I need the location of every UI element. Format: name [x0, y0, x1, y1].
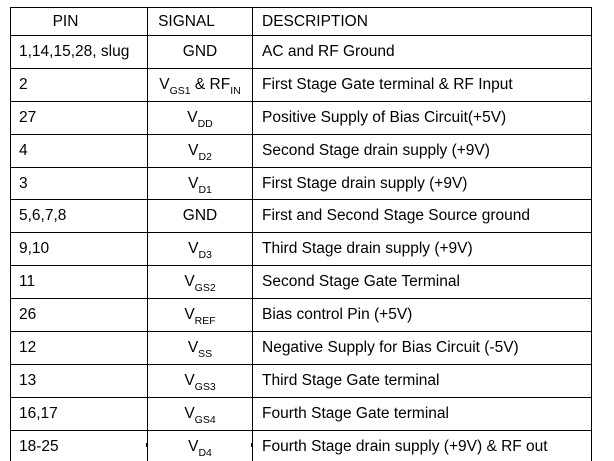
table-row [11, 430, 592, 461]
pin-cell: 1,14,15,28, slug [11, 36, 148, 69]
signal-cell: $V_{D1}$ [148, 167, 253, 200]
table-row [11, 134, 592, 167]
description-cell: AC and RF Ground [253, 36, 592, 69]
signal-cell: $V_{SS}$ [148, 332, 253, 365]
signal-subscript: REF [194, 315, 216, 328]
description-cell: Second Stage Gate Terminal [253, 266, 592, 299]
pin-cell: 16,17 [11, 397, 148, 430]
signal-cell: $V_{GS4}$ [148, 397, 253, 430]
table-row [11, 299, 592, 332]
signal-subscript: D3 [198, 249, 212, 262]
table-body [11, 36, 592, 461]
description-cell: First and Second Stage Source ground [253, 200, 592, 233]
description-cell: Third Stage Gate terminal [253, 364, 592, 397]
column-header-signal: SIGNAL [148, 8, 253, 36]
pin-cell: 13 [11, 364, 148, 397]
header-row [11, 8, 592, 36]
table-row [11, 332, 592, 365]
signal-cell: $V_{D4}$ [148, 430, 253, 461]
table-row [11, 68, 592, 101]
table-header [11, 8, 592, 36]
pin-cell: 27 [11, 101, 148, 134]
signal-subscript: GS3 [194, 380, 216, 393]
description-cell: First Stage drain supply (+9V) [253, 167, 592, 200]
description-cell: Second Stage drain supply (+9V) [253, 134, 592, 167]
signal-subscript: GS1 [169, 84, 191, 97]
signal-subscript: D2 [198, 150, 212, 163]
signal-cell: $V_{GS3}$ [148, 364, 253, 397]
column-divider-stub [251, 443, 253, 447]
table-row [11, 397, 592, 430]
description-cell: Positive Supply of Bias Circuit(+5V) [253, 101, 592, 134]
table-row [11, 101, 592, 134]
signal-cell: $V_{REF}$ [148, 299, 253, 332]
pin-cell: 5,6,7,8 [11, 200, 148, 233]
description-cell: Third Stage drain supply (+9V) [253, 233, 592, 266]
table-row [11, 233, 592, 266]
description-cell: First Stage Gate terminal & RF Input [253, 68, 592, 101]
signal-cell: GND [148, 200, 253, 233]
table-row [11, 36, 592, 69]
table-row [11, 167, 592, 200]
signal-subscript: GS2 [194, 282, 216, 295]
pin-cell: 12 [11, 332, 148, 365]
table-row [11, 200, 592, 233]
pin-cell: 4 [11, 134, 148, 167]
pin-cell: 2 [11, 68, 148, 101]
description-cell: Fourth Stage Gate terminal [253, 397, 592, 430]
description-cell: Fourth Stage drain supply (+9V) & RF out [253, 430, 592, 461]
signal-subscript: D1 [198, 183, 212, 196]
signal-subscript: GS4 [194, 413, 216, 426]
signal-subscript: SS [198, 348, 213, 361]
signal-subscript: DD [197, 117, 213, 130]
column-header-description: DESCRIPTION [253, 8, 592, 36]
pin-cell: 9,10 [11, 233, 148, 266]
pin-cell: 18-25 [11, 430, 148, 461]
pin-cell: 11 [11, 266, 148, 299]
column-divider-stub [146, 443, 148, 447]
signal-cell: $V_{GS2}$ [148, 266, 253, 299]
signal-cell: GND [148, 36, 253, 69]
pin-cell: 3 [11, 167, 148, 200]
pin-description-table [10, 7, 592, 461]
table-row [11, 364, 592, 397]
signal-cell: $V_{D2}$ [148, 134, 253, 167]
signal-cell: $V_{GS1}$ & $RF_{IN}$ [148, 68, 253, 101]
description-cell: Negative Supply for Bias Circuit (-5V) [253, 332, 592, 365]
column-header-pin: PIN [11, 8, 148, 36]
signal-subscript: IN [230, 84, 241, 97]
pin-cell: 26 [11, 299, 148, 332]
description-cell: Bias control Pin (+5V) [253, 299, 592, 332]
signal-cell: $V_{DD}$ [148, 101, 253, 134]
signal-subscript: D4 [198, 446, 212, 459]
table-row [11, 266, 592, 299]
signal-cell: $V_{D3}$ [148, 233, 253, 266]
